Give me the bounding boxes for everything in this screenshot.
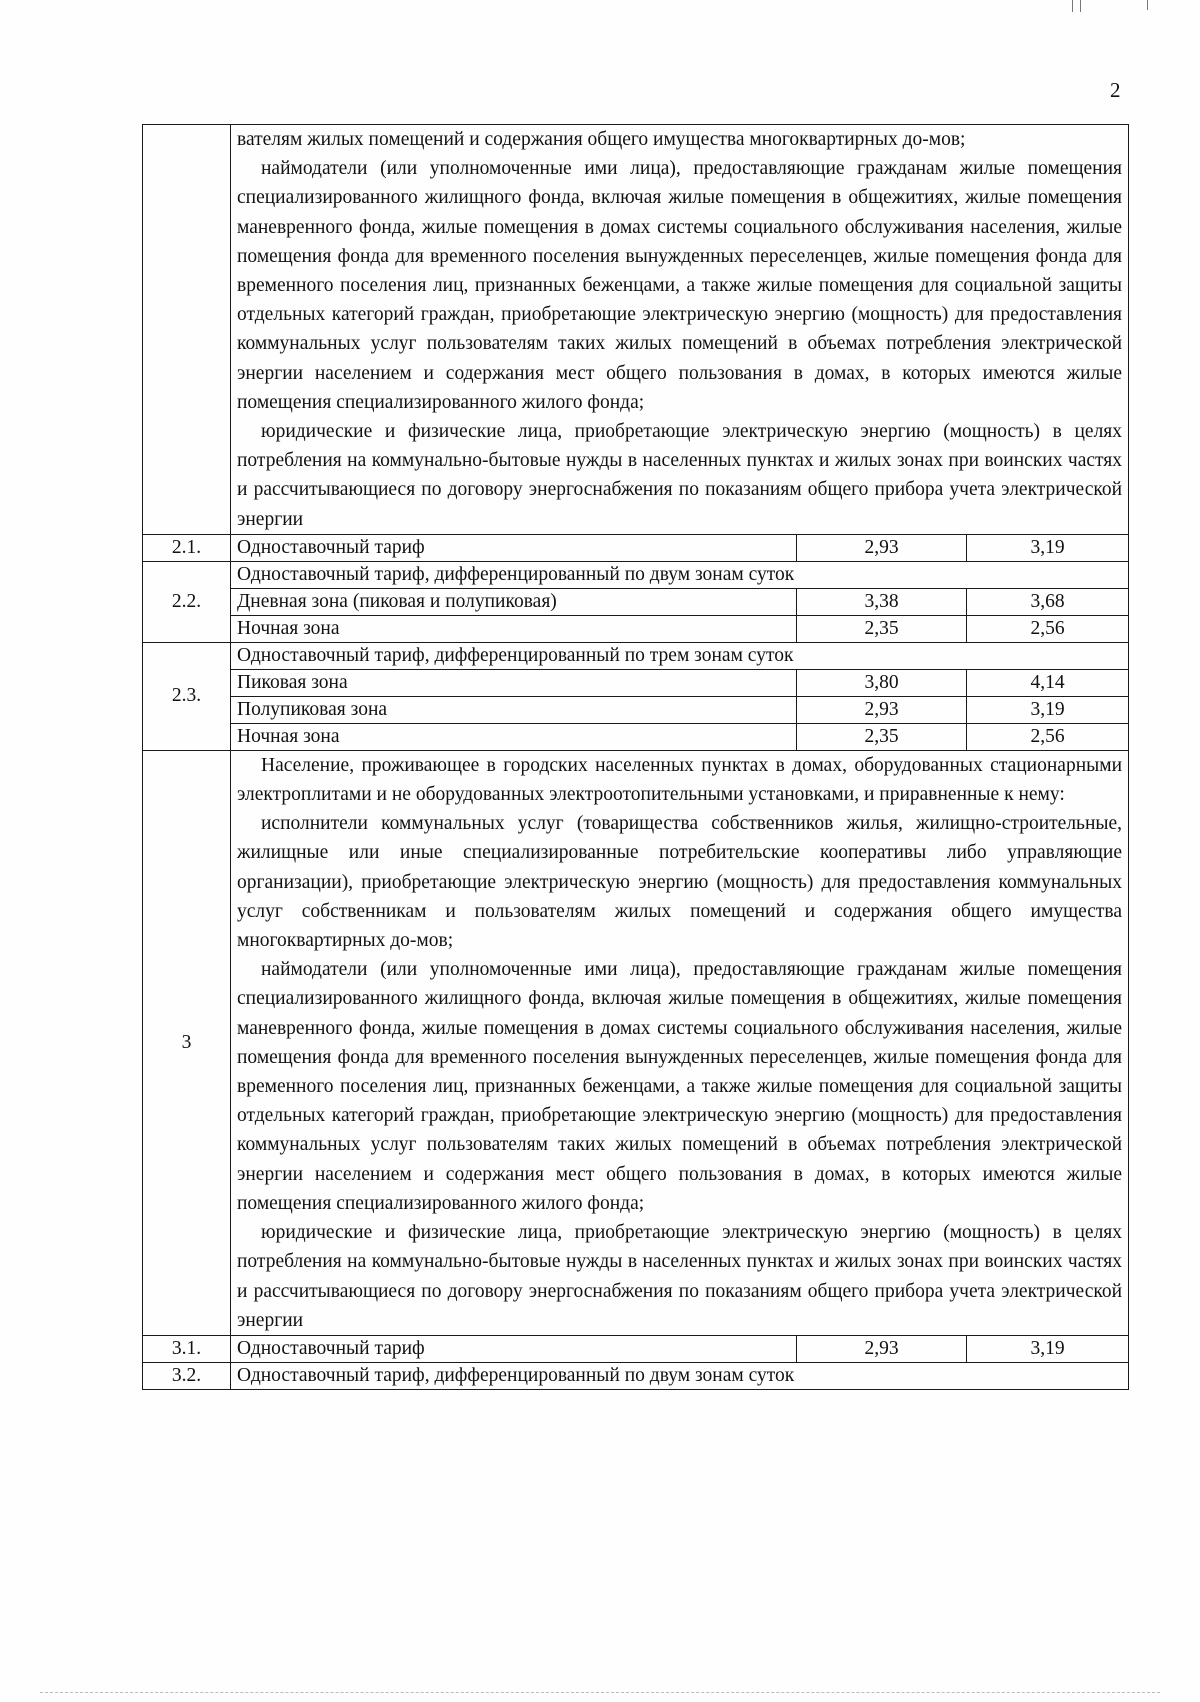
- row-number: 2.3.: [143, 642, 231, 750]
- table-row: [143, 696, 1129, 723]
- tariff-group-header: Одноставочный тариф, дифференцированный по трем зонам суток: [231, 642, 1129, 669]
- tariff-value-1: 2,93: [797, 1335, 967, 1362]
- paragraph: юридические и физические лица, приобретающие электрическую энергию (мощность) в целях потребления на коммунально-бытовые нужды в населенных пунктах и жилых зонах при воинских частях и рассчитывающиеся по договору энергоснабжения по показаниям общего прибора учета электрической энергии: [237, 1222, 1123, 1331]
- table-row: [143, 125, 1129, 535]
- paragraph: юридические и физические лица, приобретающие электрическую энергию (мощность) в целях потребления на коммунально-бытовые нужды в населенных пунктах и жилых зонах при воинских частях и рассчитывающиеся по договору энергоснабжения по показаниям общего прибора учета электрической энергии: [237, 421, 1123, 530]
- tariff-name: Пиковая зона: [231, 669, 797, 696]
- row-number: 3.2.: [143, 1362, 231, 1389]
- table-row: [143, 615, 1129, 642]
- number-cell: [143, 125, 231, 535]
- paragraph: наймодатели (или уполномоченные ими лица), предоставляющие гражданам жилые помещения специализированного жилищного фонда, включая жилые помещения в общежитиях, жилые помещения маневренного фонда, жилые помещения в домах системы социального обслуживания населения, жилые помещения фонда для временного поселения вынужденных переселенцев, жилые помещения фонда для временного поселения лиц, признанных беженцами, а также жилые помещения для социальной защиты отдельных категорий граждан, приобретающие электрическую энергию (мощность) для предоставления коммунальных услуг пользователям таких жилых помещений в объемах потребления электрической энергии населением и содержания мест общего пользования в домах, в которых имеются жилые помещения специализированного жилого фонда;: [237, 959, 1123, 1214]
- row-number: 2.1.: [143, 534, 231, 561]
- paragraph: исполнители коммунальных услуг (товарищества собственников жилья, жилищно-строительные, жилищные или иные специализированные потребительские кооперативы либо управляющие организации), приобретающие электрическую энергию (мощность) для предоставления коммунальных услуг собственникам и пользователям жилых помещений и содержания общего имущества многоквартирных до-мов;: [237, 813, 1123, 952]
- tariff-value-2: 4,14: [967, 669, 1129, 696]
- tariff-name: Одноставочный тариф: [231, 534, 797, 561]
- table-row: [143, 750, 1129, 1335]
- paragraph: вателям жилых помещений и содержания общего имущества многоквартирных до-мов;: [237, 129, 966, 150]
- row-number: 3.1.: [143, 1335, 231, 1362]
- tariff-value-1: 2,93: [797, 696, 967, 723]
- tariff-group-header: Одноставочный тариф, дифференцированный по двум зонам суток: [231, 1362, 1129, 1389]
- tariff-name: Полупиковая зона: [231, 696, 797, 723]
- table-row: [143, 561, 1129, 588]
- tariff-name: Ночная зона: [231, 723, 797, 750]
- tariff-table: [142, 124, 1129, 1390]
- tariff-name: Одноставочный тариф: [231, 1335, 797, 1362]
- tariff-name: Ночная зона: [231, 615, 797, 642]
- table-row: [143, 534, 1129, 561]
- table-row: [143, 1362, 1129, 1389]
- table-row: [143, 723, 1129, 750]
- description-cell: [231, 750, 1129, 1335]
- tariff-name: Дневная зона (пиковая и полупиковая): [231, 588, 797, 615]
- tariff-value-2: 2,56: [967, 723, 1129, 750]
- table-row: [143, 642, 1129, 669]
- table-row: [143, 1335, 1129, 1362]
- paragraph: наймодатели (или уполномоченные ими лица), предоставляющие гражданам жилые помещения специализированного жилищного фонда, включая жилые помещения в общежитиях, жилые помещения маневренного фонда, жилые помещения в домах системы социального обслуживания населения, жилые помещения фонда для временного поселения вынужденных переселенцев, жилые помещения фонда для временного поселения лиц, признанных беженцами, а также жилые помещения для социальной защиты отдельных категорий граждан, приобретающие электрическую энергию (мощность) для предоставления коммунальных услуг пользователям таких жилых помещений в объемах потребления электрической энергии населением и содержания мест общего пользования в домах, в которых имеются жилые помещения специализированного жилого фонда;: [237, 158, 1123, 413]
- tariff-value-2: 2,56: [967, 615, 1129, 642]
- table-row: [143, 669, 1129, 696]
- tariff-value-1: 2,35: [797, 615, 967, 642]
- tariff-value-1: 3,80: [797, 669, 967, 696]
- page-number: 2: [1110, 78, 1121, 102]
- scan-mark: [1147, 0, 1148, 10]
- tariff-value-1: 3,38: [797, 588, 967, 615]
- tariff-value-2: 3,68: [967, 588, 1129, 615]
- scan-edge-line: [40, 1692, 1160, 1693]
- tariff-value-2: 3,19: [967, 1335, 1129, 1362]
- paragraph: Население, проживающее в городских населенных пунктах в домах, оборудованных стационарными электроплитами и не оборудованных электроотопительными установками, и приравненные к нему:: [237, 754, 1123, 806]
- table-row: [143, 588, 1129, 615]
- tariff-value-2: 3,19: [967, 696, 1129, 723]
- tariff-value-1: 2,93: [797, 534, 967, 561]
- tariff-value-2: 3,19: [967, 534, 1129, 561]
- scan-mark: [1072, 0, 1073, 12]
- tariff-value-1: 2,35: [797, 723, 967, 750]
- row-number: 2.2.: [143, 561, 231, 642]
- tariff-group-header: Одноставочный тариф, дифференцированный по двум зонам суток: [231, 561, 1129, 588]
- row-number: 3: [143, 750, 231, 1335]
- description-cell: [231, 125, 1129, 535]
- scan-mark: [1080, 0, 1081, 12]
